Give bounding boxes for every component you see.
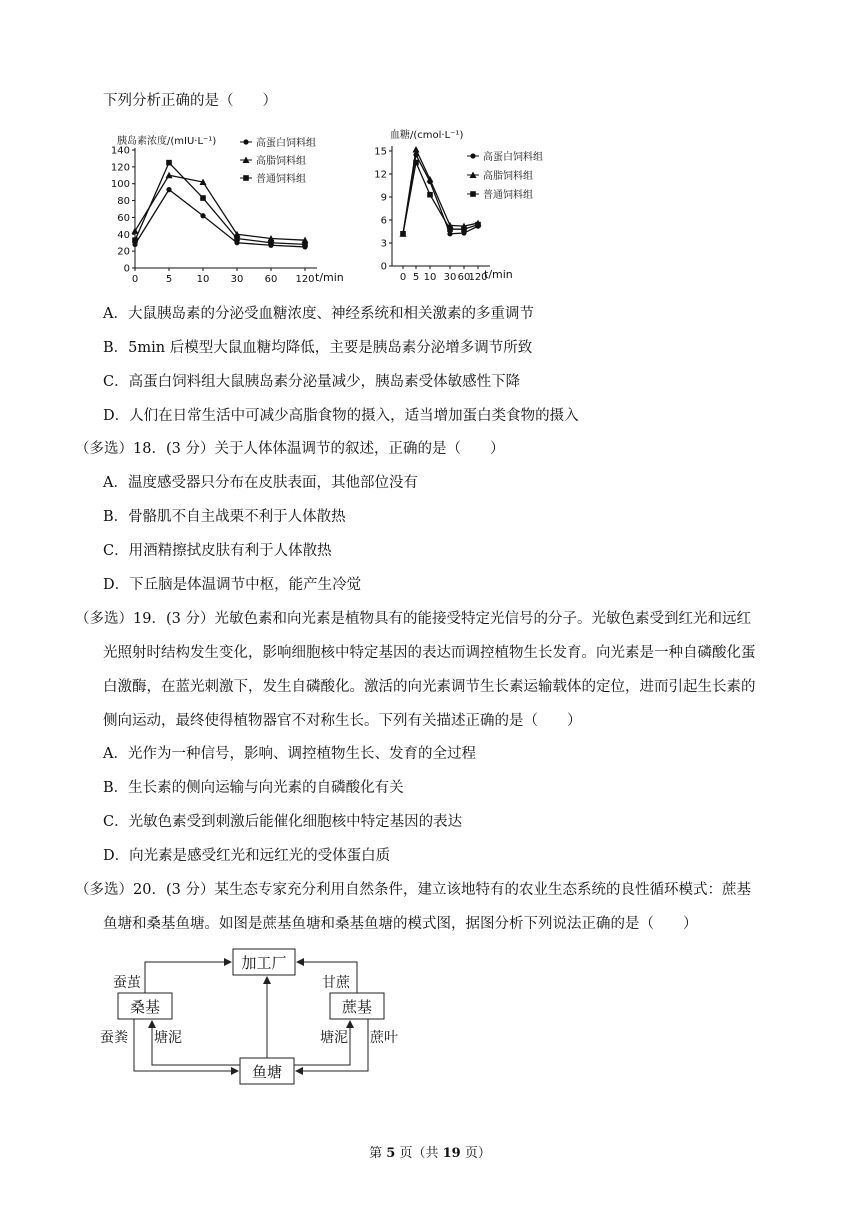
- data-point: [132, 227, 139, 234]
- x-tick-label: 10: [423, 272, 437, 283]
- data-point: [400, 231, 406, 237]
- y-tick-label: 15: [374, 146, 387, 158]
- q19-option-a: A．光作为一种信号，影响、调控植物生长、发育的全过程: [103, 746, 476, 762]
- y-tick-label: 40: [117, 229, 130, 241]
- data-point: [475, 222, 481, 228]
- x-tick-label: 60: [264, 274, 278, 285]
- glucose-chart: [372, 126, 572, 283]
- data-point: [166, 160, 172, 166]
- factory-label: 加工厂: [241, 954, 287, 972]
- y-tick-label: 6: [380, 215, 387, 227]
- x-tick-label: 5: [412, 272, 420, 283]
- data-point: [166, 172, 173, 179]
- y-tick-label: 140: [110, 145, 130, 157]
- q17-option-a: A．大鼠胰岛素的分泌受血糖浓度、神经系统和相关激素的多重调节: [103, 306, 534, 322]
- y-tick-label: 20: [117, 246, 130, 258]
- q19-stem-line3: 白激酶，在蓝光刺激下，发生自磷酸化。激活的向光素调节生长素运输载体的定位，进而引起生长素的: [103, 679, 756, 695]
- q18-option-c: C．用酒精擦拭皮肤有利于人体散热: [103, 543, 332, 559]
- y-tick-label: 3: [380, 238, 387, 250]
- insulin-chart: [95, 128, 345, 285]
- y-tick-label: 0: [380, 261, 387, 273]
- y-tick-label: 0: [123, 263, 130, 275]
- arrow-mulberry-to-fishpond: [134, 1019, 238, 1071]
- q20-stem-line2: 鱼塘和桑基鱼塘。如图是蔗基鱼塘和桑基鱼塘的模式图，据图分析下列说法正确的是（ ）: [103, 916, 698, 932]
- legend-marker: [470, 191, 476, 197]
- q18-stem: （多选）18．(3 分）关于人体体温调节的叙述，正确的是（ ）: [75, 441, 505, 457]
- q19-stem-line4: 侧向运动，最终使得植物器官不对称生长。下列有关描述正确的是（ ）: [103, 713, 582, 729]
- chart2-ylabel: 血糖/(cmol·L⁻¹): [390, 130, 464, 141]
- footer-page-number: 5: [386, 1146, 396, 1161]
- footer-pre: 第: [369, 1146, 387, 1161]
- data-point: [447, 226, 453, 232]
- q17-option-d: D．人们在日常生活中可减少高脂食物的摄入，适当增加蛋白类食物的摄入: [103, 408, 579, 424]
- data-point: [461, 226, 467, 232]
- cane-label: 甘蔗: [322, 975, 350, 991]
- q17-option-b: B．5min 后模型大鼠血糖均降低，主要是胰岛素分泌增多调节所致: [103, 340, 533, 356]
- x-tick-label: 60: [457, 272, 471, 283]
- data-point: [268, 240, 274, 246]
- data-point: [302, 242, 308, 248]
- x-tick-label: 120: [295, 274, 315, 285]
- data-point: [200, 213, 205, 218]
- x-tick-label: 10: [196, 274, 210, 285]
- y-tick-label: 12: [374, 169, 387, 181]
- x-tick-label: 0: [399, 272, 407, 283]
- footer-post: 页）: [460, 1146, 491, 1161]
- data-point: [427, 192, 433, 198]
- q19-stem-line1: （多选）19．(3 分）光敏色素和向光素是植物具有的能接受特定光信号的分子。光敏色素受到红光和远红: [75, 611, 751, 627]
- page-footer: [0, 1142, 860, 1161]
- legend-entry: 高脂饲料组: [256, 156, 306, 167]
- footer-total-pages: 19: [442, 1146, 461, 1161]
- q18-option-a: A．温度感受器只分布在皮肤表面，其他部位没有: [103, 475, 418, 491]
- x-tick-label: 120: [468, 272, 488, 283]
- chart1-ylabel: 胰岛素浓度/(mIU·L⁻¹): [117, 136, 217, 147]
- legend-entry: 高脂饲料组: [483, 171, 533, 182]
- x-tick-label: 0: [131, 274, 139, 285]
- mulberry-label: 桑基: [129, 998, 161, 1016]
- series-line: [403, 155, 478, 234]
- series-line: [135, 175, 305, 240]
- legend-entry: 高蛋白饲料组: [256, 138, 316, 149]
- y-tick-label: 120: [110, 162, 130, 174]
- chart2-xlabel: t/min: [484, 268, 513, 281]
- q19-stem-line2: 光照射时结构发生变化，影响细胞核中特定基因的表达而调控植物生长发育。向光素是一种自磷酸化蛋: [103, 645, 756, 661]
- q19-option-b: B．生长素的侧向运输与向光素的自磷酸化有关: [103, 780, 404, 796]
- data-point: [234, 236, 240, 242]
- data-point: [413, 146, 420, 153]
- y-tick-label: 9: [380, 192, 387, 204]
- y-tick-label: 100: [110, 179, 130, 191]
- cane-leaf-label: 蔗叶: [370, 1030, 398, 1046]
- legend-entry: 普通饲料组: [256, 174, 306, 185]
- data-point: [166, 187, 171, 192]
- legend-marker: [470, 153, 475, 158]
- q18-option-d: D．下丘脑是体温调节中枢，能产生冷觉: [103, 577, 362, 593]
- footer-mid: 页（共: [395, 1146, 443, 1161]
- legend-marker: [243, 139, 248, 144]
- legend-entry: 高蛋白饲料组: [483, 152, 543, 163]
- q19-option-c: C．光敏色素受到刺激后能催化细胞核中特定基因的表达: [103, 814, 463, 830]
- sugarcane-label: 蔗基: [341, 998, 373, 1016]
- chart1-xlabel: t/min: [315, 271, 344, 284]
- question-intro: 下列分析正确的是（ ）: [103, 93, 277, 109]
- q20-stem-line1: （多选）20．(3 分）某生态专家充分利用自然条件，建立该地特有的农业生态系统的良性循环模式：蔗基: [75, 882, 751, 898]
- series-line: [403, 163, 478, 234]
- y-tick-label: 80: [117, 196, 130, 208]
- fishpond-label: 鱼塘: [251, 1063, 283, 1081]
- silkworm-feces-label: 蚕粪: [100, 1030, 128, 1046]
- y-tick-label: 60: [117, 212, 130, 224]
- x-tick-label: 5: [165, 274, 173, 285]
- legend-marker: [243, 175, 249, 181]
- arrow-mulberry-to-factory: [145, 962, 231, 993]
- data-point: [132, 237, 138, 243]
- data-point: [413, 160, 419, 166]
- x-tick-label: 30: [230, 274, 244, 285]
- legend-entry: 普通饲料组: [483, 190, 533, 201]
- cocoon-label: 蚕茧: [113, 975, 141, 991]
- dike-pond-diagram: [100, 940, 420, 1090]
- data-point: [200, 195, 206, 201]
- x-tick-label: 30: [443, 272, 457, 283]
- q17-option-c: C．高蛋白饲料组大鼠胰岛素分泌量减少，胰岛素受体敏感性下降: [103, 374, 521, 390]
- mud-right-label: 塘泥: [320, 1030, 348, 1046]
- q18-option-b: B．骨骼肌不自主战栗不利于人体散热: [103, 509, 346, 525]
- mud-left-label: 塘泥: [154, 1030, 182, 1046]
- q19-option-d: D．向光素是感受红光和远红光的受体蛋白质: [103, 848, 391, 864]
